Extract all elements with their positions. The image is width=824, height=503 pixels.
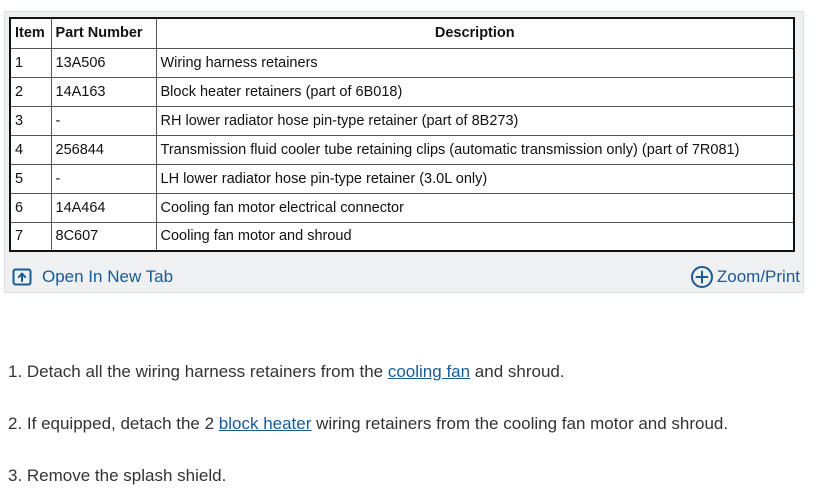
cell-part-number: - [51,106,156,135]
open-in-new-tab-label: Open In New Tab [42,267,174,286]
cell-part-number: 256844 [51,135,156,164]
block-heater-link[interactable]: block heater [218,414,312,433]
open-in-new-tab-link[interactable] [8,267,173,287]
table-row [10,106,794,135]
parts-table-panel [4,11,804,293]
cell-description: Transmission fluid cooler tube retaining clips (automatic transmission only) (part of 7R081) [156,135,794,164]
table-row [10,164,794,193]
header-part-number: Part Number [51,18,156,48]
cell-description: Block heater retainers (part of 6B018) [156,77,794,106]
step-2-text-end: wiring retainers from the cooling fan motor and shroud. [311,414,729,433]
step-2-text: 2. If equipped, detach the 2 [8,414,219,433]
header-description: Description [156,18,794,48]
table-row [10,193,794,222]
table-header-row [10,18,794,48]
cell-item: 6 [10,193,51,222]
cell-item: 3 [10,106,51,135]
step-1 [8,360,565,384]
cell-item: 7 [10,222,51,251]
cell-description: Cooling fan motor and shroud [156,222,794,251]
zoom-print-label: Zoom/Print [716,267,800,286]
cell-description: RH lower radiator hose pin-type retainer (part of 8B273) [156,106,794,135]
table-row [10,135,794,164]
open-in-new-tab-icon [12,268,32,286]
parts-table [9,17,795,252]
cell-description: Wiring harness retainers [156,48,794,77]
cell-part-number: 14A464 [51,193,156,222]
cell-item: 2 [10,77,51,106]
table-row [10,48,794,77]
step-1-text: 1. Detach all the wiring harness retainers from the [8,362,388,381]
zoom-plus-circle-icon [690,265,714,289]
cell-part-number: - [51,164,156,193]
cell-part-number: 14A163 [51,77,156,106]
cell-part-number: 8C607 [51,222,156,251]
step-3-text: 3. Remove the splash shield. [8,466,227,485]
cell-description: LH lower radiator hose pin-type retainer (3.0L only) [156,164,794,193]
cooling-fan-link[interactable]: cooling fan [387,362,471,381]
cell-item: 1 [10,48,51,77]
table-row [10,222,794,251]
cell-description: Cooling fan motor electrical connector [156,193,794,222]
zoom-print-link[interactable] [690,265,800,289]
table-row [10,77,794,106]
step-1-text-end: and shroud. [470,362,565,381]
cell-item: 5 [10,164,51,193]
step-2 [8,412,728,436]
step-3 [8,464,226,488]
cell-item: 4 [10,135,51,164]
header-item: Item [10,18,51,48]
cell-part-number: 13A506 [51,48,156,77]
table-actions-bar [8,263,800,291]
